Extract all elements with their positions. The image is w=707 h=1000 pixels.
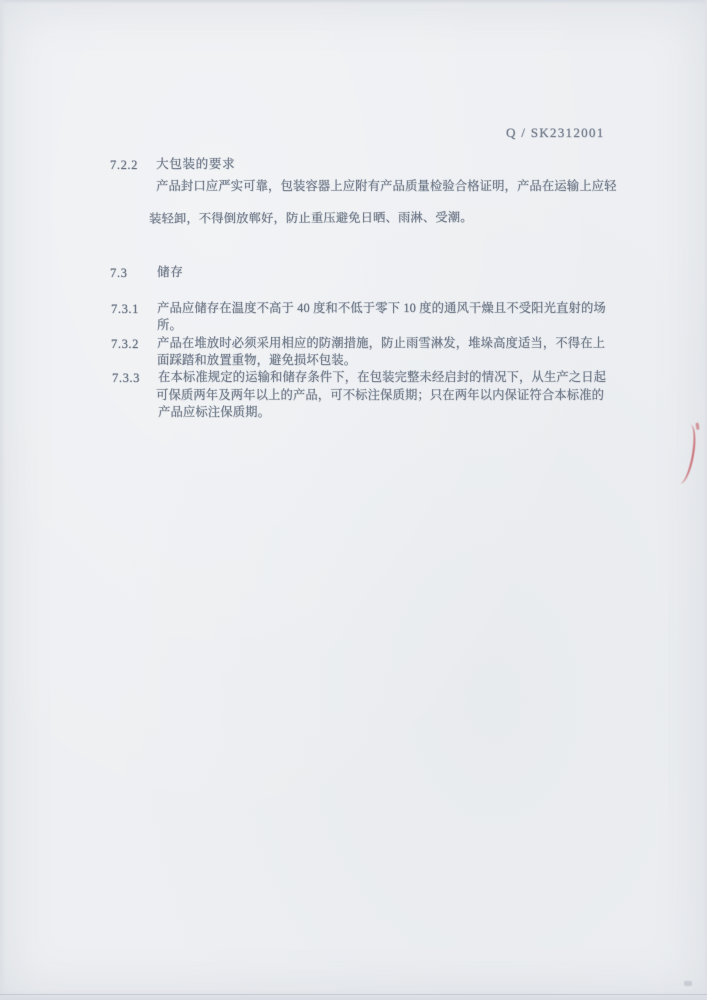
- paragraph-line: 产品在堆放时必须采用相应的防潮措施，防止雨雪淋发，堆垛高度适当，不得在上: [157, 336, 606, 350]
- scan-edge-bottom: [0, 990, 707, 1000]
- paragraph-line: 产品应储存在温度不高于 40 度和不低于零下 10 度的通风干燥且不受阳光直射的场: [157, 301, 606, 315]
- paragraph-line: 所。: [157, 318, 182, 332]
- paragraph-line: 产品应标注保质期。: [158, 405, 271, 419]
- section-number-7-3: 7.3: [110, 266, 128, 280]
- section-number-7-3-2: 7.3.2: [111, 337, 139, 351]
- scan-edge-right: [703, 0, 707, 1000]
- section-title-7-2-2: 大包装的要求: [156, 157, 236, 171]
- document-code: Q / SK2312001: [506, 125, 605, 140]
- scan-edge-left: [0, 0, 6, 1000]
- section-number-7-2-2: 7.2.2: [110, 158, 138, 172]
- section-title-7-3: 储存: [157, 265, 184, 279]
- red-pen-mark: [671, 423, 699, 485]
- paragraph-line: 产品封口应严实可靠，包装容器上应附有产品质量检验合格证明，产品在运输上应轻: [156, 179, 617, 193]
- paragraph-line: 装轻卸，不得倒放郸好，防止重压避免日晒、雨淋、受潮。: [148, 210, 473, 226]
- scan-speck: [684, 981, 692, 986]
- section-number-7-3-3: 7.3.3: [112, 371, 140, 385]
- paragraph-line: 面踩踏和放置重物，避免损坏包装。: [157, 353, 357, 367]
- paragraph-line: 可保质两年及两年以上的产品，可不标注保质期；只在两年以内保证符合本标准的: [156, 388, 605, 402]
- section-number-7-3-1: 7.3.1: [111, 302, 139, 316]
- scan-edge-bottom-line: [0, 994, 707, 995]
- paragraph-line: 在本标准规定的运输和储存条件下，在包装完整未经启封的情况下，从生产之日起: [158, 370, 607, 384]
- scan-edge-top: [0, 0, 707, 4]
